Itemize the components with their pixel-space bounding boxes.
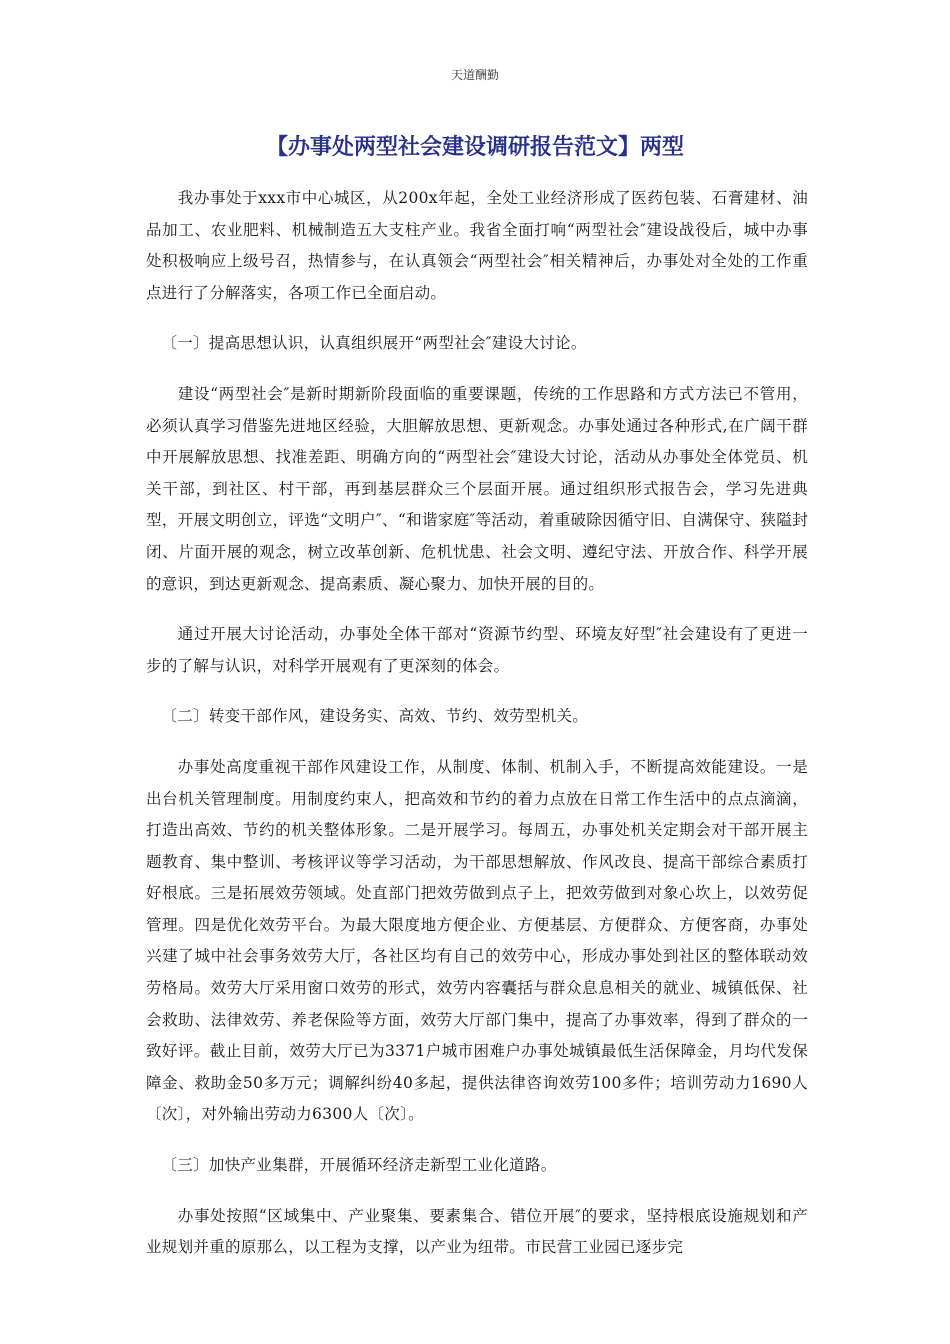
paragraph-section-3: 办事处按照“区域集中、产业聚集、要素集合、错位开展″的要求，坚持根底设施规划和产业规划并重的原那么，以工程为支撑，以产业为纽带。市民营工业园已逐步完 [146,1206,808,1257]
document-body [146,183,808,1283]
paragraph-section-1-b: 通过开展大讨论活动，办事处全体干部对“资源节约型、环境友好型″社会建设有了更进一步的了解与认识，对科学开展观有了更深刻的体会。 [146,625,808,675]
page-header: 天道酬勤 [450,68,499,82]
section-heading-2: 〔二〕转变干部作风，建设务实、高效、节约、效劳型机关。 [161,707,589,726]
section-heading-1: 〔一〕提高思想认识，认真组织展开“两型社会″建设大讨论。 [161,334,587,353]
paragraph-intro: 我办事处于xxx市中心城区，从200x年起，全处工业经济形成了医药包装、石膏建材、油品加工、农业肥料、机械制造五大支柱产业。我省全面打响“两型社会″建设战役后，城中办事处积极响应上级号召，热情参与，在认真领会“两型社会″相关精神后，办事处对全处的工作重点进行了分解落实，各项工作已全面启动。 [146,189,808,302]
section-heading-3: 〔三〕加快产业集群，开展循环经济走新型工业化道路。 [161,1156,557,1175]
paragraph-section-2: 办事处高度重视干部作风建设工作，从制度、体制、机制入手，不断提高效能建设。一是出台机关管理制度。用制度约束人，把高效和节约的着力点放在日常工作生活中的点点滴滴，打造出高效、节约的机关整体形象。二是开展学习。每周五，办事处机关定期会对干部开展主题教育、集中整训、考核评议等学习活动，为干部思想解放、作风改良、提高干部综合素质打好根底。三是拓展效劳领域。处直部门把效劳做到点子上，把效劳做到对象心坎上，以效劳促管理。四是优化效劳平台。为最大限度地方便企业、方便基层、方便群众、方便客商，办事处兴建了城中社会事务效劳大厅，各社区均有自己的效劳中心，形成办事处到社区的整体联动效劳格局。效劳大厅采用窗口效劳的形式，效劳内容囊括与群众息息相关的就业、城镇低保、社会救助、法律效劳、养老保险等方面，效劳大厅部门集中，提高了办事效率，得到了群众的一致好评。截止目前，效劳大厅已为3371户城市困难户办事处城镇最低生活保障金，月均代发保障金、救助金50多万元；调解纠纷40多起，提供法律咨询效劳100多件；培训劳动力1690人〔次〕，对外输出劳动力6300人〔次〕。 [146,757,808,1124]
document-title: 【办事处两型社会建设调研报告范文】两型 [265,135,684,160]
paragraph-section-1-a: 建设“两型社会″是新时期新阶段面临的重要课题，传统的工作思路和方式方法已不管用，必须认真学习借鉴先进地区经验，大胆解放思想、更新观念。办事处通过各种形式,在广阔干群中开展解放思想、找准差距、明确方向的“两型社会″建设大讨论，活动从办事处全体党员、机关干部，到社区、村干部，再到基层群众三个层面开展。通过组织形式报告会，学习先进典型，开展文明创立，评选“文明户″、“和谐家庭″等活动，着重破除因循守旧、自满保守、狭隘封闭、片面开展的观念，树立改革创新、危机忧患、社会文明、遵纪守法、开放合作、科学开展的意识，到达更新观念、提高素质、凝心聚力、加快开展的目的。 [146,384,808,593]
